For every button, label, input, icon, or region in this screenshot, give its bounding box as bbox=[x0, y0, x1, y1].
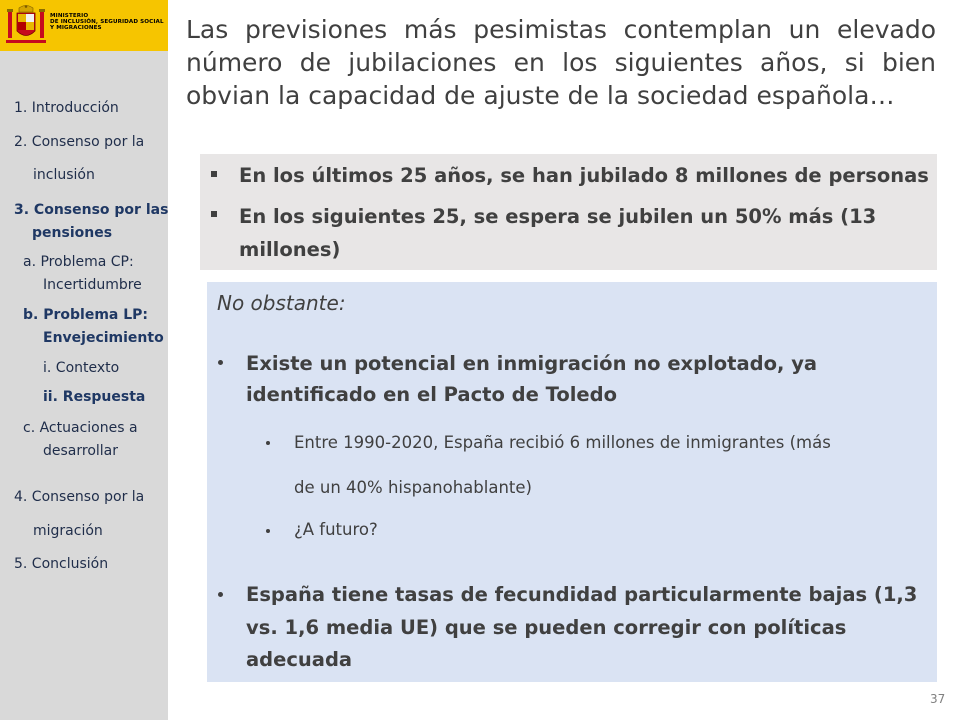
fact-1: En los últimos 25 años, se han jubilado 8 millones de personas bbox=[239, 164, 929, 187]
fact-2-cont: millones) bbox=[239, 238, 341, 261]
nav-item-consenso-pensiones[interactable]: 3. Consenso por las bbox=[14, 202, 169, 218]
nav-item-introduccion[interactable]: 1. Introducción bbox=[14, 100, 119, 116]
point-1-line-2: identificado en el Pacto de Toledo bbox=[246, 383, 618, 406]
square-bullet-icon bbox=[211, 211, 217, 217]
page-number: 37 bbox=[930, 692, 946, 706]
square-bullet-icon bbox=[211, 171, 217, 177]
nav-subitem-actuaciones-cont[interactable]: desarrollar bbox=[43, 443, 119, 459]
nav-item-consenso-inclusion[interactable]: 2. Consenso por la bbox=[14, 134, 145, 150]
nav-item-conclusion[interactable]: 5. Conclusión bbox=[14, 556, 109, 572]
sub-point-2: ¿A futuro? bbox=[294, 520, 378, 539]
ministry-line-1: MINISTERIO bbox=[50, 13, 89, 19]
nav-item-consenso-migracion[interactable]: 4. Consenso por la bbox=[14, 489, 145, 505]
nav-item-consenso-inclusion-cont[interactable]: inclusión bbox=[33, 167, 95, 183]
nav-subitem-actuaciones[interactable]: c. Actuaciones a bbox=[23, 420, 138, 436]
point-2-line-3: adecuada bbox=[246, 648, 353, 671]
ministry-line-3: Y MIGRACIONES bbox=[50, 25, 102, 32]
slide-title: Las previsiones más pesimistas contemplan un elevado número de jubilaciones en los siguientes años, si bien obvian la capacidad de ajuste de la sociedad española… bbox=[186, 15, 936, 110]
intro-text: No obstante: bbox=[217, 291, 346, 315]
nav-subitem-problema-cp[interactable]: a. Problema CP: bbox=[23, 254, 134, 270]
nav-subsubitem-respuesta[interactable]: ii. Respuesta bbox=[43, 389, 146, 405]
ministry-name bbox=[50, 13, 166, 32]
ministry-line-2: DE INCLUSIÓN, SEGURIDAD SOCIAL bbox=[50, 19, 164, 26]
nav-subitem-problema-lp-cont[interactable]: Envejecimiento bbox=[43, 330, 164, 346]
point-1-line-1: Existe un potencial en inmigración no explotado, ya bbox=[246, 352, 818, 375]
nav-item-consenso-pensiones-cont[interactable]: pensiones bbox=[32, 225, 113, 241]
point-2-line-1: España tiene tasas de fecundidad particularmente bajas (1,3 bbox=[246, 583, 918, 606]
nav-subsubitem-contexto[interactable]: i. Contexto bbox=[43, 360, 120, 376]
sidebar-nav bbox=[0, 51, 168, 720]
sub-point-1-line-2: de un 40% hispanohablante) bbox=[294, 478, 532, 497]
sub-bullet-dot-icon bbox=[266, 441, 270, 445]
bullet-dot-icon bbox=[218, 592, 223, 597]
nav-subitem-problema-cp-cont[interactable]: Incertidumbre bbox=[43, 277, 142, 293]
nav-item-consenso-migracion-cont[interactable]: migración bbox=[33, 523, 103, 539]
fact-2: En los siguientes 25, se espera se jubilen un 50% más (13 bbox=[239, 205, 877, 228]
coat-of-arms-icon bbox=[6, 4, 46, 46]
ministry-logo bbox=[0, 0, 168, 51]
sub-point-1-line-1: Entre 1990-2020, España recibió 6 millones de inmigrantes (más bbox=[294, 433, 831, 452]
sub-bullet-dot-icon bbox=[266, 529, 270, 533]
nav-subitem-problema-lp[interactable]: b. Problema LP: bbox=[23, 307, 149, 323]
point-2-line-2: vs. 1,6 media UE) que se pueden corregir con políticas bbox=[246, 616, 847, 639]
bullet-dot-icon bbox=[218, 360, 223, 365]
